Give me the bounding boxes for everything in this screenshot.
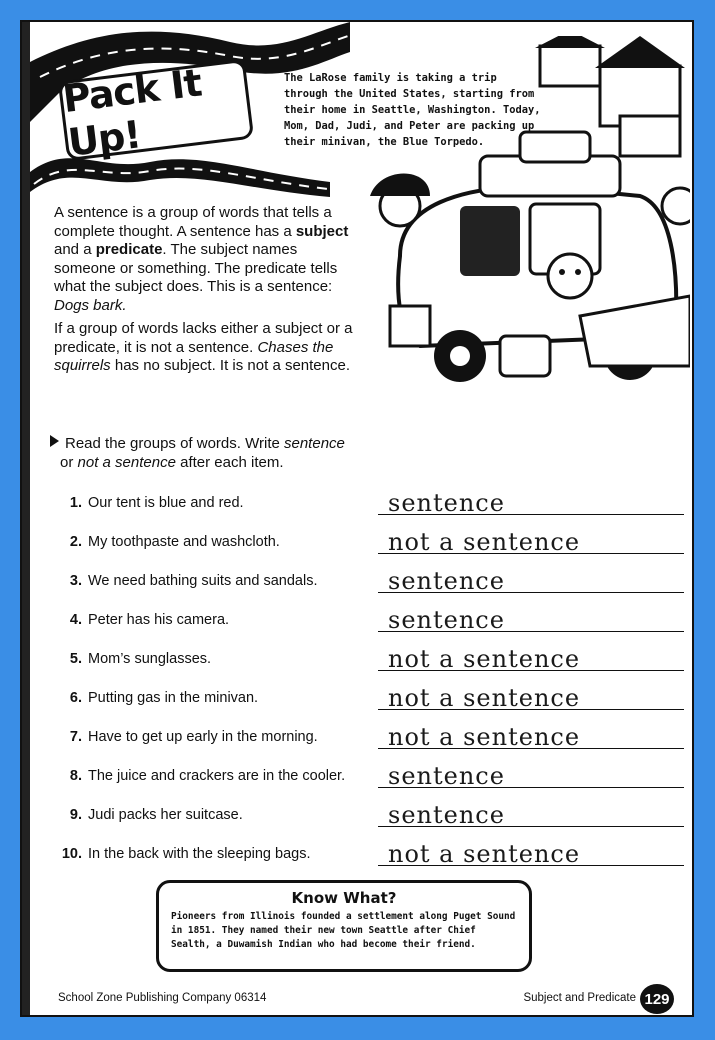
handwritten-answer: sentence (388, 801, 505, 829)
term-subject: subject (295, 222, 349, 240)
exercise-item (44, 478, 684, 517)
item-number: 7. (69, 729, 82, 745)
minivan-family-illustration (340, 36, 690, 396)
explanation-text-part: has no subject. It is not a sentence. (110, 357, 350, 374)
exercise-item (44, 595, 684, 634)
item-number: 6. (69, 690, 82, 706)
explanation-text (54, 204, 354, 381)
know-what-box (156, 880, 532, 972)
instructions (50, 434, 410, 472)
exercise-item (44, 829, 684, 868)
page-number-badge: 129 (640, 984, 674, 1014)
term-predicate: predicate (95, 241, 163, 258)
instructions-term: not a sentence (77, 454, 176, 471)
item-sentence: Putting gas in the minivan. (88, 690, 259, 706)
item-number: 1. (69, 495, 82, 511)
know-what-text: Pioneers from Illinois founded a settlement along Puget Sound in 1851. They named their new town Seattle after Chief Sealth, a Duwamish Indian who had become their friend. (171, 911, 516, 950)
exercise-item (44, 751, 684, 790)
item-sentence: Peter has his camera. (88, 612, 230, 628)
example-sentence: Dogs bark. (54, 296, 127, 314)
arrow-icon (50, 435, 59, 447)
explanation-text-part: and a (54, 241, 96, 258)
item-number: 10. (61, 846, 82, 862)
handwritten-answer: not a sentence (388, 723, 581, 751)
exercise-item (44, 712, 684, 751)
handwritten-answer: not a sentence (388, 528, 581, 556)
publisher-footer: School Zone Publishing Company 06314 (58, 992, 267, 1004)
explanation-text-part: If a group of words lacks either a subject or a predicate, it is not a sentence. (54, 320, 353, 356)
instructions-text: or (60, 454, 78, 471)
item-sentence: Have to get up early in the morning. (88, 729, 318, 745)
handwritten-answer: sentence (388, 567, 505, 595)
item-number: 2. (69, 534, 82, 550)
handwritten-answer: sentence (388, 489, 505, 517)
handwritten-answer: not a sentence (388, 840, 581, 868)
instructions-text: Read the groups of words. Write (65, 435, 284, 452)
topic-footer: Subject and Predicate (523, 992, 636, 1004)
handwritten-answer: not a sentence (388, 684, 581, 712)
page-spine (22, 22, 30, 1015)
page-title: Pack It Up! (60, 60, 204, 165)
worksheet-page (20, 20, 694, 1017)
item-sentence: Mom’s sunglasses. (88, 651, 212, 667)
explanation-paragraph-2 (54, 320, 354, 376)
know-what-title: Know What? (291, 889, 397, 907)
instructions-term: sentence (284, 435, 345, 452)
item-sentence: My toothpaste and washcloth. (88, 534, 280, 550)
exercise-item (44, 673, 684, 712)
handwritten-answer: sentence (388, 762, 505, 790)
exercise-list (44, 478, 684, 868)
item-number: 8. (69, 768, 82, 784)
instructions-text: after each item. (175, 454, 284, 471)
item-number: 5. (69, 651, 82, 667)
item-sentence: Our tent is blue and red. (88, 495, 244, 511)
exercise-item (44, 634, 684, 673)
explanation-paragraph-1 (54, 204, 354, 315)
exercise-item (44, 517, 684, 556)
explanation-text-part: A sentence is a group of words that tells a complete thought. A sentence has a (54, 204, 332, 240)
handwritten-answer: not a sentence (388, 645, 581, 673)
exercise-item (44, 790, 684, 829)
item-sentence: We need bathing suits and sandals. (88, 573, 318, 589)
item-sentence: Judi packs her suitcase. (88, 807, 243, 823)
item-number: 3. (69, 573, 82, 589)
handwritten-answer: sentence (388, 606, 505, 634)
exercise-item (44, 556, 684, 595)
item-number: 4. (69, 612, 82, 628)
item-number: 9. (69, 807, 82, 823)
item-sentence: The juice and crackers are in the cooler. (88, 768, 346, 784)
example-fragment: Chases the squirrels (54, 338, 334, 374)
explanation-text-part: . The subject names someone or something. The predicate tells what the subject does. This is a sentence: (54, 241, 338, 295)
title-sign (58, 59, 254, 165)
item-sentence: In the back with the sleeping bags. (88, 846, 311, 862)
intro-text: The LaRose family is taking a trip through the United States, starting from their home in Seattle, Washington. Today, Mom, Dad, Judi, and Peter are packing up their minivan, the Blue Torpedo. (284, 72, 541, 148)
